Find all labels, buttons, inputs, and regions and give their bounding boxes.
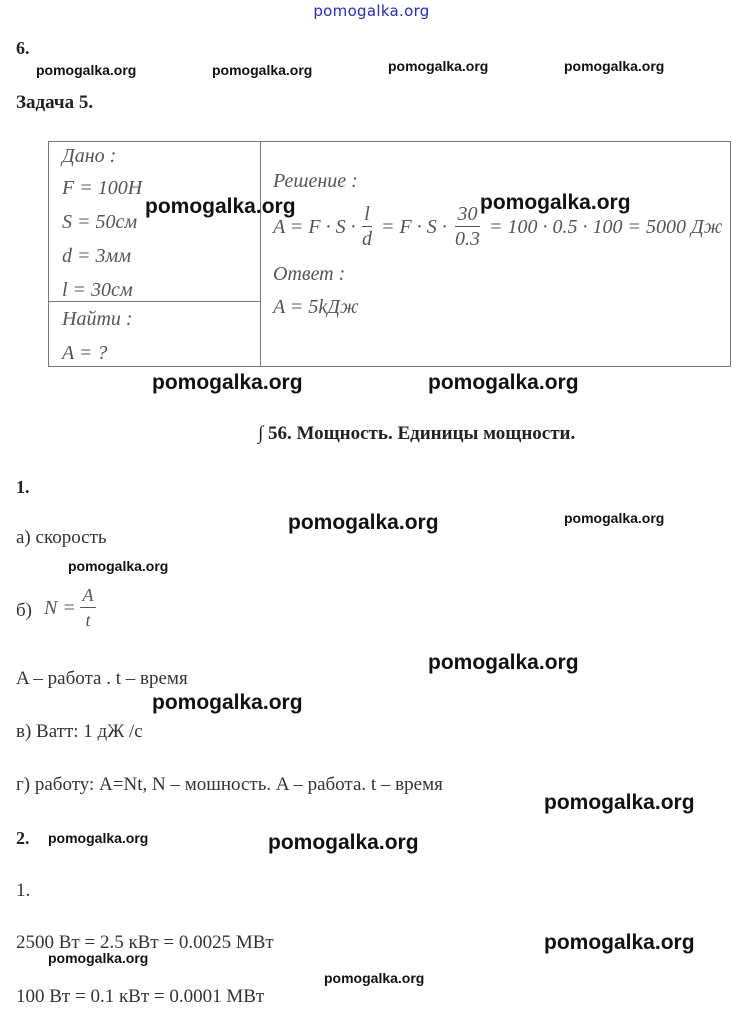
watermark-large: pomogalka.org	[152, 691, 303, 714]
answer-a: а) скорость	[16, 527, 107, 548]
question-2-number: 2.	[16, 828, 30, 848]
watermark-small: pomogalka.org	[68, 558, 169, 574]
given-solution-table	[48, 141, 731, 367]
find-label: Найти :	[62, 308, 133, 330]
watermark-small: pomogalka.org	[388, 58, 489, 74]
answer-b-prefix: б)	[16, 600, 32, 621]
conversion-line-1: 2500 Вт = 2.5 кВт = 0.0025 МВт	[16, 932, 274, 953]
watermark-large: pomogalka.org	[288, 511, 439, 534]
fraction-denominator: d	[362, 228, 372, 250]
watermark-large: pomogalka.org	[544, 931, 695, 954]
fraction-denominator: 0.3	[455, 228, 480, 250]
watermark-small: pomogalka.org	[36, 62, 137, 78]
solution-fraction-l-d	[362, 202, 372, 251]
watermark-small: pomogalka.org	[564, 58, 665, 74]
solution-label: Решение :	[273, 170, 358, 192]
watermark-large: pomogalka.org	[428, 651, 579, 674]
watermark-small: pomogalka.org	[48, 950, 149, 966]
answer-d: г) работу: A=Nt, N – мошность. A – работа. t – время	[16, 774, 443, 795]
watermark-large: pomogalka.org	[428, 371, 579, 394]
watermark-large: pomogalka.org	[480, 191, 631, 214]
answer-label: Ответ :	[273, 263, 346, 285]
watermark-small: pomogalka.org	[324, 970, 425, 986]
question-2-sub-number: 1.	[16, 880, 31, 901]
watermark-top: pomogalka.org	[313, 2, 430, 20]
conversion-line-2: 100 Вт = 0.1 кВт = 0.0001 МВт	[16, 986, 265, 1007]
section-title: ∫ 56. Мощность. Единицы мощности.	[258, 423, 576, 444]
question-1-number: 1.	[16, 477, 30, 497]
find-value: A = ?	[62, 342, 108, 364]
prev-item-number: 6.	[16, 38, 30, 58]
solution-lhs: A = F · S ·	[273, 216, 356, 238]
power-formula-fraction	[80, 583, 96, 632]
fraction-numerator: A	[82, 585, 94, 605]
given-length: l = 30см	[62, 279, 133, 301]
watermark-large: pomogalka.org	[544, 791, 695, 814]
answer-value: A = 5kДж	[273, 296, 359, 318]
solution-mid: = F · S ·	[381, 216, 447, 238]
fraction-denominator: t	[85, 610, 91, 630]
fraction-numerator: 30	[457, 203, 478, 225]
fraction-numerator: l	[364, 203, 370, 225]
solution-fraction-30-03	[455, 202, 480, 251]
watermark-small: pomogalka.org	[212, 62, 313, 78]
answer-b-note: A – работа . t – время	[16, 668, 188, 689]
answer-b-formula-lhs: N =	[44, 597, 76, 619]
watermark-large: pomogalka.org	[145, 195, 296, 218]
watermark-small: pomogalka.org	[564, 510, 665, 526]
given-area: S = 50см	[62, 211, 138, 233]
watermark-small: pomogalka.org	[48, 830, 149, 846]
answer-c: в) Ватт: 1 дЖ /с	[16, 721, 143, 742]
given-label: Дано :	[62, 145, 117, 167]
given-force: F = 100H	[62, 177, 143, 199]
task-heading: Задача 5.	[16, 92, 94, 113]
solution-rhs: = 100 · 0.5 · 100 = 5000 Дж	[489, 216, 723, 238]
watermark-large: pomogalka.org	[268, 831, 419, 854]
given-thickness: d = 3мм	[62, 245, 132, 267]
watermark-large: pomogalka.org	[152, 371, 303, 394]
